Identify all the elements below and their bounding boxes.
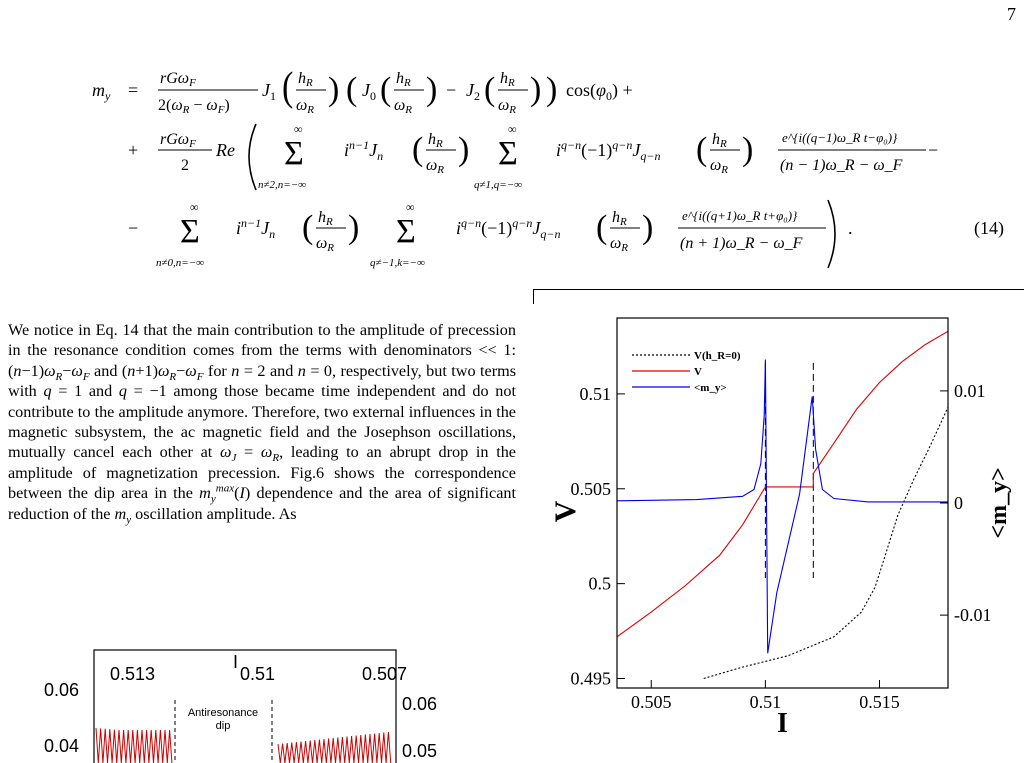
svg-text:J1: $J_1$ [262,80,276,103]
y-axis-label: V [549,500,582,523]
svg-text:Σ: Σ [396,213,416,250]
svg-text:Σ: Σ [498,135,518,172]
svg-text:∞: ∞ [406,200,415,214]
svg-text:Σ: Σ [284,135,304,172]
left-y-tick: 0.04 [44,736,80,756]
legend-entry: V [694,366,702,378]
svg-text:(: ( [380,71,392,108]
svg-text:rGωF: rGωF [160,131,196,150]
svg-text:Σ: Σ [180,213,200,250]
y-tick-label: 0.495 [570,668,611,689]
svg-text:): ) [328,71,340,108]
svg-text:J2: $J_2$ [466,80,480,103]
svg-text:q≠−1,k=−∞: q≠−1,k=−∞ [370,257,425,269]
x-tick-label: 0.51 [749,692,782,712]
svg-text:e^{i((q+1)ω_R t+φ₀)}: e^{i((q+1)ω_R t+φ₀)} [682,208,798,223]
svg-text:iq−n(−1)q−nJq−n: $i^{q-n}(-1)^{q-n}J_{q-n}$ [456,216,561,241]
svg-text:−: − [928,140,939,160]
y-tick-label: 0.51 [579,383,611,404]
svg-text:rGωF: rGωF [160,70,196,89]
left-top-tick: 0.513 [110,664,156,684]
svg-text:hR: hR [612,209,627,228]
page-number: 7 [1007,4,1016,24]
svg-text:ωR: ωR [394,97,413,116]
svg-text:n≠0,n=−∞: n≠0,n=−∞ [156,257,204,269]
paragraph: We notice in Eq. 14 that the main contribution to the amplitude of precession in the resonance condition comes from the terms with denominators << 1: $(n-1)\omega_R-\omega_F$ and $(n+1)\omega_R-\omega_F$ for n = 2 and n = 0, respectively, but two terms with q = 1 and q = −1 among those became time independent and do not contribute to the amplitude anymore. Therefore, two external influences in the magnetic subsystem, the ac magnetic field and the Josephson oscillations, mutually cancel each other at $\omega_J = \omega_R$, leading to an abrupt drop in the amplitude of magnetization precession. Fig.6 shows the correspondence between the dip area in the $m_y^{max}(I)$ dependence and the area of significant reduction of the $m_y$ oscillation amplitude. As [8,321,516,526]
svg-text:in−1Jn: $i^{n-1}J_n$ [236,216,276,241]
svg-text:in−1Jn: $i^{n-1}J_n$ [344,138,384,163]
svg-text:hR: hR [712,131,727,150]
y2-tick-label: 0 [954,493,963,513]
svg-text:∞: ∞ [190,200,199,214]
svg-text:+: + [128,140,139,160]
svg-text:q≠1,q=−∞: q≠1,q=−∞ [474,179,522,191]
svg-text:cos(φ0) +: $\cos(\varphi_0)$ + [566,80,633,103]
svg-text:.: . [848,218,853,238]
left-top-tick: 0.51 [240,664,276,684]
svg-text:∞: ∞ [508,122,517,136]
svg-text:): ) [348,209,360,246]
eq-lhs: $m_y$ [92,80,111,103]
svg-text:(n − 1)ω_R − ω_F: (n − 1)ω_R − ω_F [780,157,903,174]
legend-entry: V(h_R=0) [694,350,741,362]
svg-text:(: ( [484,71,496,108]
svg-text:=: = [128,80,139,100]
left-y-tick: 0.06 [44,680,80,700]
svg-text:): ) [530,71,542,108]
y-tick-label: 0.505 [570,478,611,499]
annotation-antiresonance: Antiresonance [187,707,259,719]
svg-text:ωR: ωR [426,157,445,176]
svg-text:ωR: ωR [610,235,629,254]
equation-number: (14) [974,218,1004,238]
svg-text:n≠2,n=−∞: n≠2,n=−∞ [258,179,306,191]
svg-text:e^{i((q−1)ω_R t−φ₀)}: e^{i((q−1)ω_R t−φ₀)} [782,130,898,145]
svg-text:−: − [128,218,139,238]
y2-tick-label: 0.01 [954,380,986,401]
svg-text:): ) [426,71,438,108]
svg-text:hR: hR [318,209,333,228]
legend-entry: <m_y> [694,382,727,394]
svg-text:): ) [642,209,654,246]
svg-text:(: ( [696,131,708,168]
svg-text:ωR: ωR [710,157,729,176]
svg-text:J0: $J_0$ [362,80,376,103]
svg-text:hR: hR [396,70,411,89]
svg-text:ωR: ωR [316,235,335,254]
svg-text:2: 2 [181,157,189,174]
svg-text:hR: hR [298,70,313,89]
svg-text:∞: ∞ [294,122,303,136]
svg-text:2(ωR − ωF): 2(ωR − ωF) [158,97,230,116]
svg-text:(: ( [346,71,358,108]
svg-text:): ) [546,71,558,108]
x-tick-label: 0.515 [859,692,900,712]
y2-tick-label: -0.01 [954,605,992,626]
y-tick-label: 0.5 [588,573,611,594]
x-tick-label: 0.505 [630,692,672,712]
y2-axis-label: <m_y> [986,467,1012,539]
svg-text:(: ( [596,209,608,246]
annotation-dip: dip [215,720,231,732]
svg-text:ωR: ωR [498,97,517,116]
svg-text:ωR: ωR [296,97,315,116]
svg-text:−: − [446,80,457,100]
svg-text:(: ( [302,209,314,246]
svg-text:(: ( [412,131,424,168]
left-top-tick: 0.507 [362,664,408,684]
left-top-axis-label: I [233,652,239,672]
svg-text:iq−n(−1)q−nJq−n: $i^{q-n}(-1)^{q-n}J_{q-n}$ [556,138,661,163]
svg-text:hR: hR [428,131,443,150]
svg-text:(: ( [282,65,294,110]
svg-text:(n + 1)ω_R − ω_F: (n + 1)ω_R − ω_F [680,235,803,252]
right-y-tick: 0.05 [402,741,438,761]
x-axis-label: I [777,708,788,739]
svg-text:Re: Re [216,140,235,160]
right-y-tick: 0.06 [402,694,438,714]
svg-text:hR: hR [500,70,515,89]
svg-text:): ) [458,131,470,168]
svg-text:): ) [742,131,754,168]
